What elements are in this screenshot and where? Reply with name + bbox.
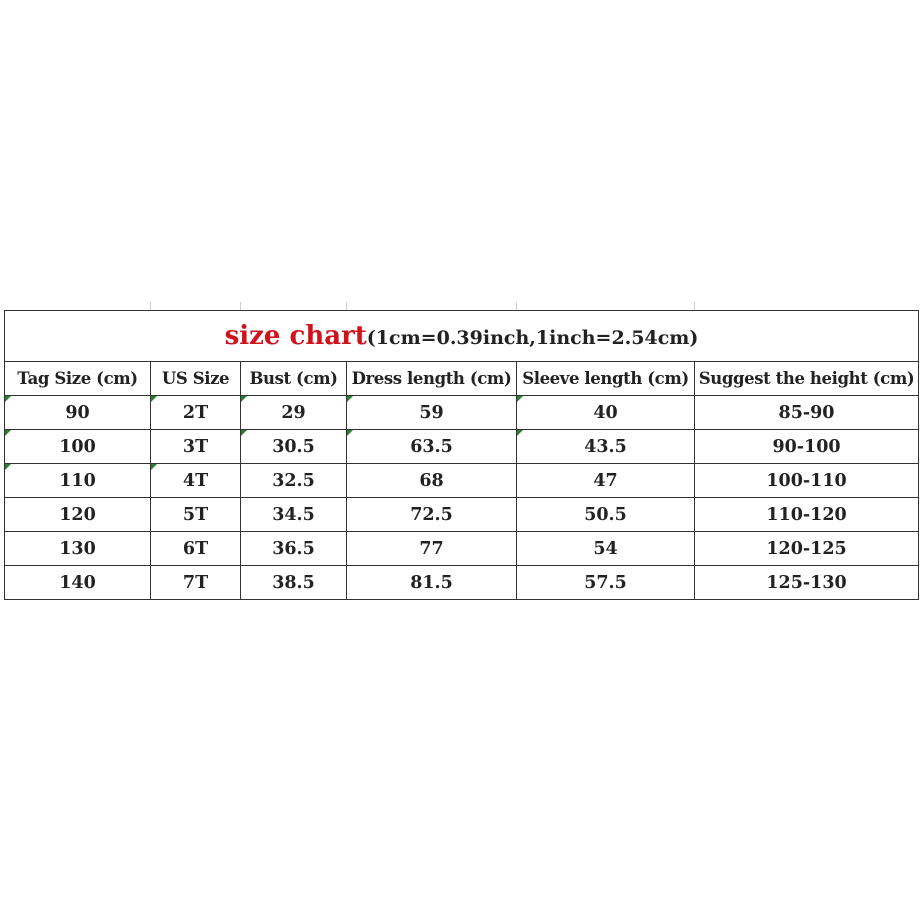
column-header-dress-length: Dress length (cm) xyxy=(347,362,517,396)
table-row xyxy=(5,566,919,600)
cell-sleeve-length: 50.5 xyxy=(517,498,695,532)
cell-us-size: 2T xyxy=(151,396,241,430)
cell-suggested-height: 125-130 xyxy=(695,566,919,600)
cell-dress-length: 59 xyxy=(347,396,517,430)
table-row xyxy=(5,396,919,430)
cell-sleeve-length: 40 xyxy=(517,396,695,430)
cell-sleeve-length: 43.5 xyxy=(517,430,695,464)
table-row xyxy=(5,464,919,498)
cell-bust: 29 xyxy=(241,396,347,430)
cell-suggested-height: 85-90 xyxy=(695,396,919,430)
table-row xyxy=(5,498,919,532)
cell-bust: 36.5 xyxy=(241,532,347,566)
table-row xyxy=(5,532,919,566)
cell-suggested-height: 90-100 xyxy=(695,430,919,464)
cell-tag-size: 130 xyxy=(5,532,151,566)
cell-sleeve-length: 54 xyxy=(517,532,695,566)
cell-tag-size: 140 xyxy=(5,566,151,600)
title-row xyxy=(5,311,919,362)
cell-us-size: 3T xyxy=(151,430,241,464)
cell-us-size: 7T xyxy=(151,566,241,600)
size-chart-sheet xyxy=(4,310,918,600)
cell-dress-length: 81.5 xyxy=(347,566,517,600)
title-main: size chart xyxy=(224,321,367,351)
cell-bust: 32.5 xyxy=(241,464,347,498)
size-chart-table xyxy=(4,310,919,600)
cell-bust: 38.5 xyxy=(241,566,347,600)
cell-dress-length: 77 xyxy=(347,532,517,566)
cell-dress-length: 68 xyxy=(347,464,517,498)
cell-us-size: 6T xyxy=(151,532,241,566)
column-header-suggested-height: Suggest the height (cm) xyxy=(695,362,919,396)
column-header-bust: Bust (cm) xyxy=(241,362,347,396)
column-header-sleeve-length: Sleeve length (cm) xyxy=(517,362,695,396)
cell-us-size: 4T xyxy=(151,464,241,498)
cell-tag-size: 120 xyxy=(5,498,151,532)
cell-suggested-height: 100-110 xyxy=(695,464,919,498)
cell-suggested-height: 120-125 xyxy=(695,532,919,566)
table-row xyxy=(5,430,919,464)
cell-suggested-height: 110-120 xyxy=(695,498,919,532)
cell-bust: 30.5 xyxy=(241,430,347,464)
cell-dress-length: 63.5 xyxy=(347,430,517,464)
cell-us-size: 5T xyxy=(151,498,241,532)
title-conversion-note: (1cm=0.39inch,1inch=2.54cm) xyxy=(366,327,699,349)
column-header-tag-size: Tag Size (cm) xyxy=(5,362,151,396)
cell-sleeve-length: 47 xyxy=(517,464,695,498)
cell-dress-length: 72.5 xyxy=(347,498,517,532)
cell-bust: 34.5 xyxy=(241,498,347,532)
cell-tag-size: 90 xyxy=(5,396,151,430)
table-title xyxy=(5,311,919,362)
cell-sleeve-length: 57.5 xyxy=(517,566,695,600)
header-row xyxy=(5,362,919,396)
cell-tag-size: 110 xyxy=(5,464,151,498)
column-header-us-size: US Size xyxy=(151,362,241,396)
cell-tag-size: 100 xyxy=(5,430,151,464)
